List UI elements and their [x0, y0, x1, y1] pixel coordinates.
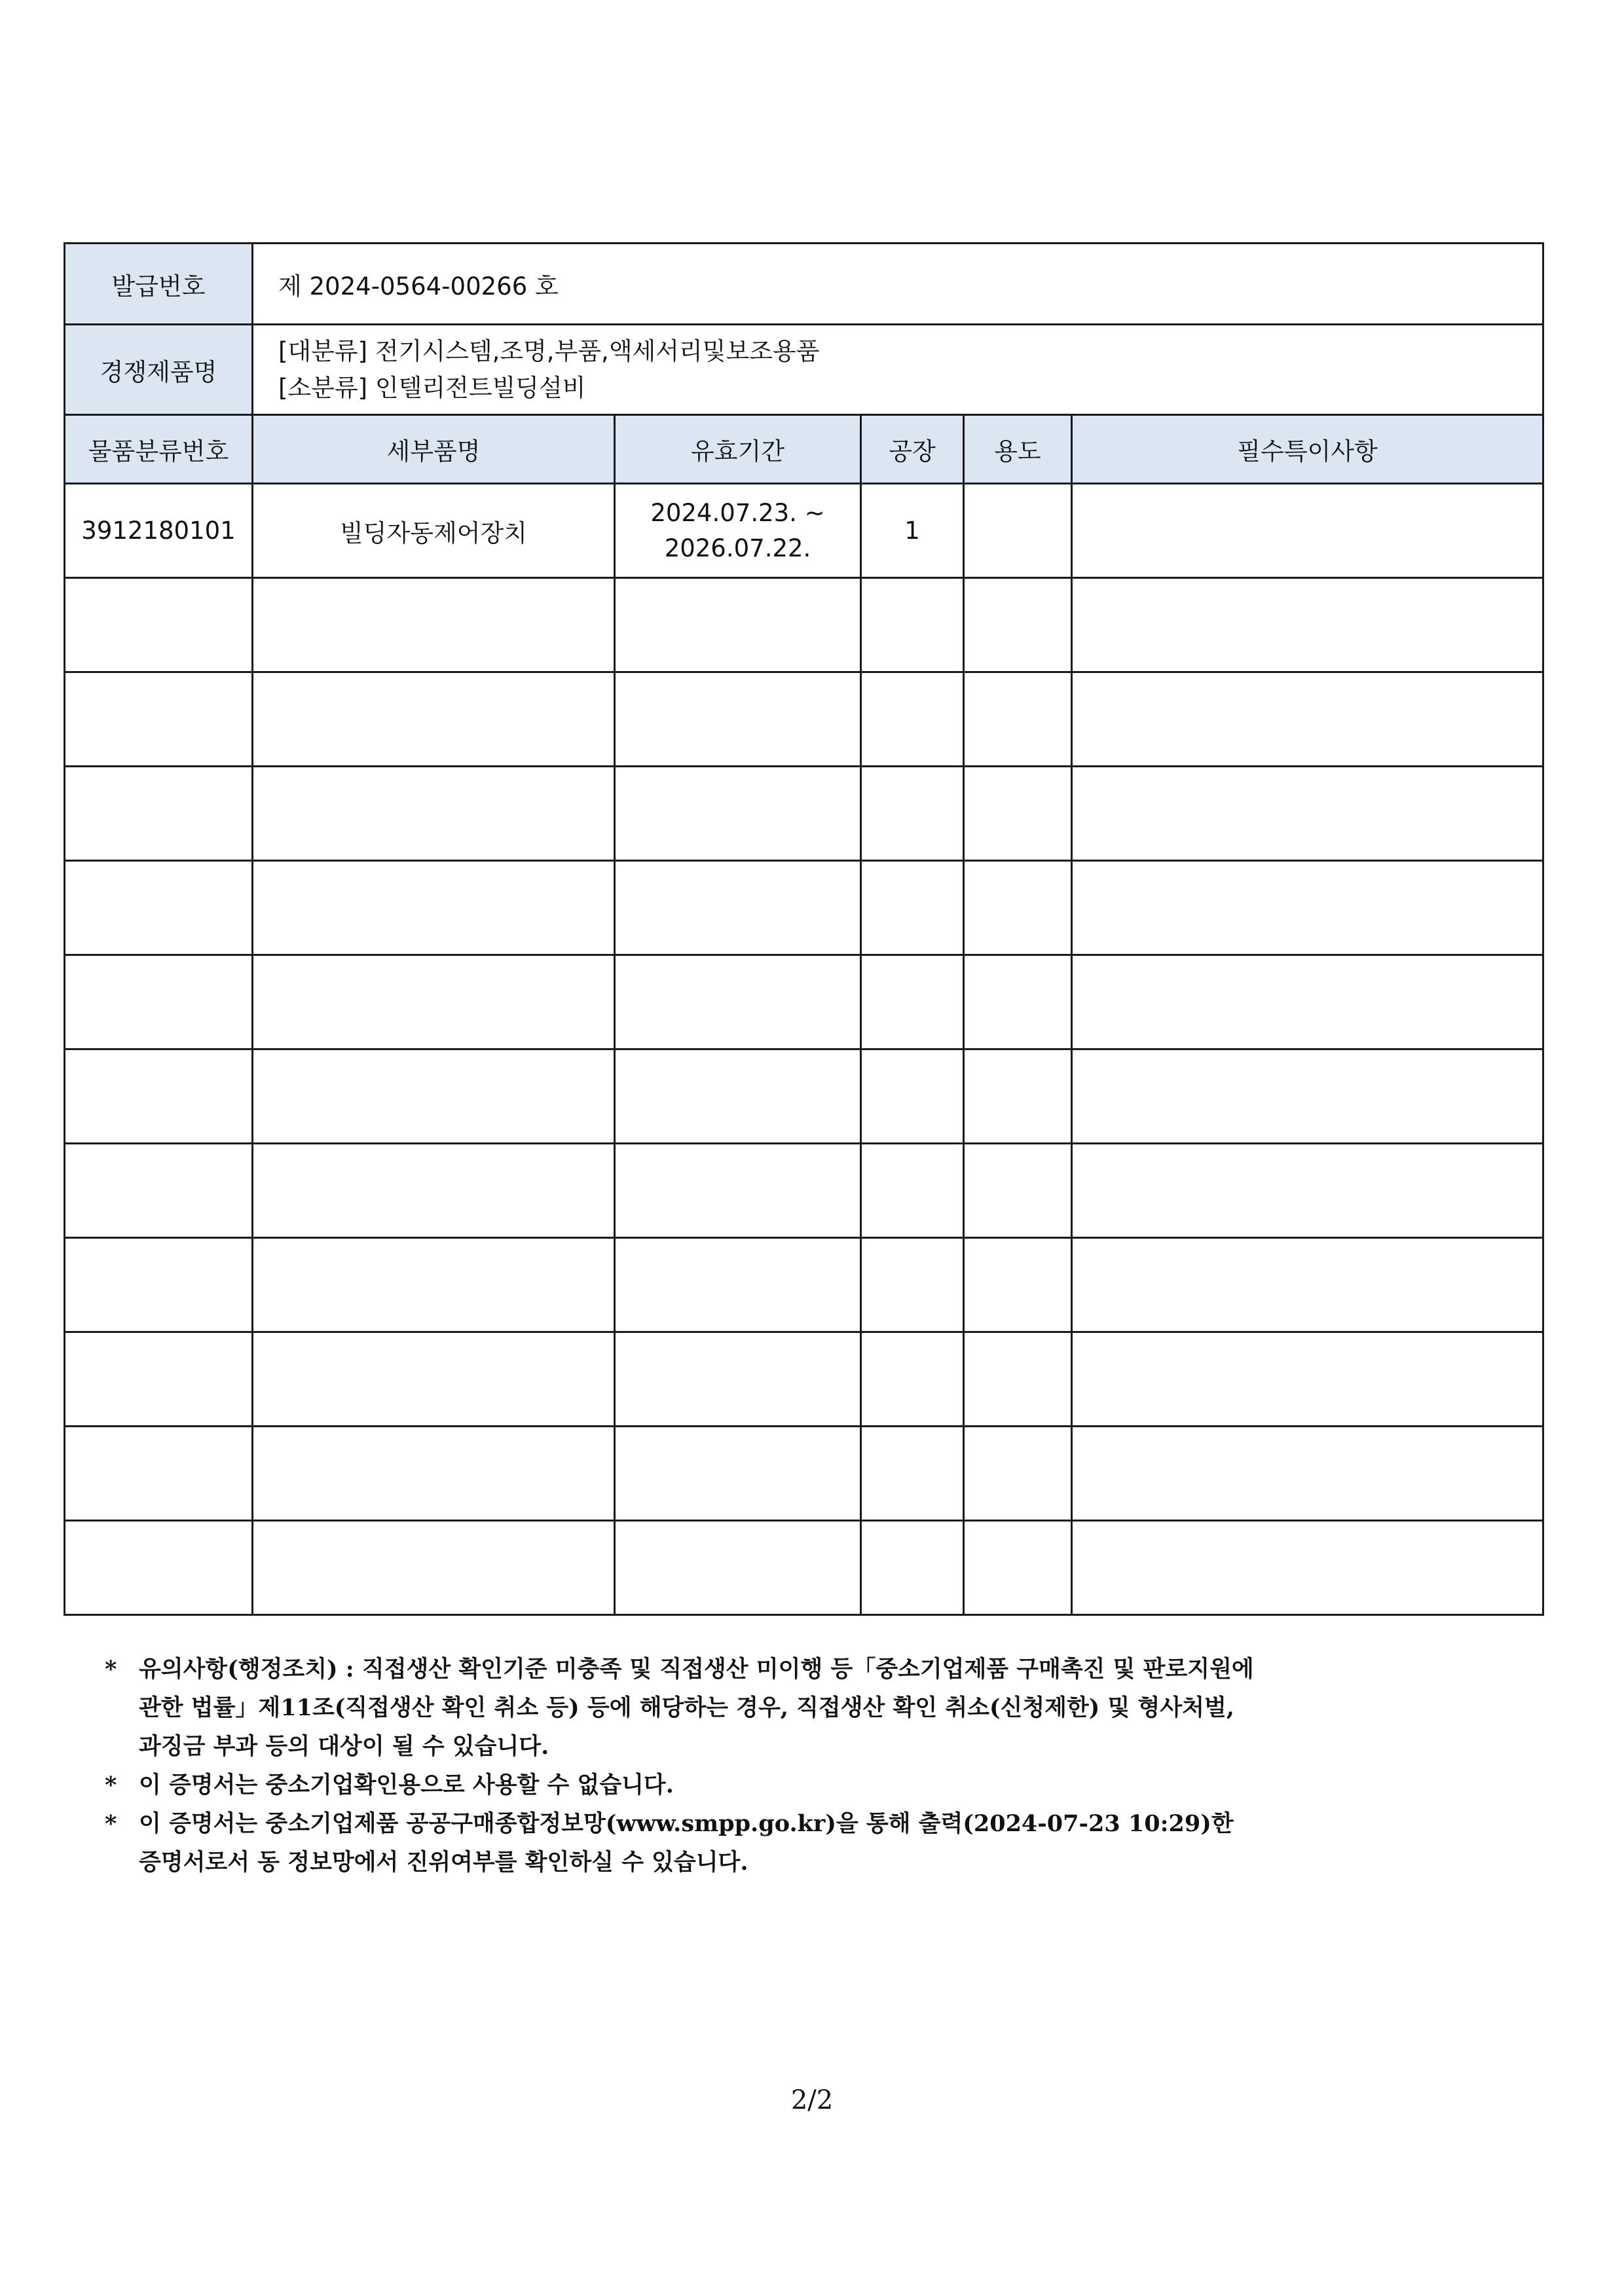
- empty-cell: [1072, 672, 1543, 767]
- empty-table-row: [65, 1144, 1543, 1238]
- page-number: 2/2: [790, 2085, 834, 2115]
- empty-cell: [253, 1521, 615, 1615]
- empty-cell: [861, 1049, 964, 1144]
- notice-bullet: *: [105, 1810, 117, 1837]
- empty-cell: [253, 578, 615, 672]
- empty-cell: [615, 767, 861, 861]
- empty-cell: [964, 1521, 1072, 1615]
- empty-table-row: [65, 767, 1543, 861]
- empty-cell: [861, 1144, 964, 1238]
- empty-cell: [615, 578, 861, 672]
- empty-cell: [861, 578, 964, 672]
- special-notes-cell: [1072, 484, 1543, 578]
- empty-cell: [964, 955, 1072, 1049]
- empty-cell: [253, 1427, 615, 1521]
- usage-cell: [964, 484, 1072, 578]
- notice-bullet: *: [105, 1772, 117, 1798]
- empty-cell: [615, 1521, 861, 1615]
- notice-line: 증명서로서 동 정보망에서 진위여부를 확인하실 수 있습니다.: [139, 1849, 748, 1876]
- empty-cell: [65, 1238, 253, 1332]
- header-validity: 유효기간: [615, 415, 861, 484]
- notice-item: [105, 1766, 1526, 1804]
- empty-cell: [65, 1144, 253, 1238]
- empty-table-row: [65, 1521, 1543, 1615]
- empty-cell: [861, 955, 964, 1049]
- empty-table-row: [65, 578, 1543, 672]
- empty-cell: [964, 1427, 1072, 1521]
- notice-line: 과징금 부과 등의 대상이 될 수 있습니다.: [139, 1733, 549, 1760]
- header-usage: 용도: [964, 415, 1072, 484]
- empty-cell: [1072, 1521, 1543, 1615]
- empty-cell: [964, 861, 1072, 955]
- empty-cell: [615, 1049, 861, 1144]
- empty-cell: [615, 672, 861, 767]
- empty-cell: [615, 1427, 861, 1521]
- empty-table-row: [65, 1049, 1543, 1144]
- empty-cell: [861, 672, 964, 767]
- empty-cell: [65, 578, 253, 672]
- item-name: 빌딩자동제어장치: [253, 484, 615, 578]
- empty-cell: [253, 1144, 615, 1238]
- empty-table-row: [65, 1238, 1543, 1332]
- minor-category: [소분류] 인텔리전트빌딩설비: [278, 373, 586, 402]
- empty-cell: [861, 1332, 964, 1427]
- classification-code: 3912180101: [65, 484, 253, 578]
- column-header-row: [65, 415, 1543, 484]
- notice-bullet: *: [105, 1656, 117, 1683]
- empty-cell: [65, 1049, 253, 1144]
- empty-cell: [65, 672, 253, 767]
- empty-cell: [861, 1427, 964, 1521]
- empty-cell: [1072, 1238, 1543, 1332]
- empty-cell: [1072, 767, 1543, 861]
- empty-cell: [1072, 861, 1543, 955]
- product-name-label: 경쟁제품명: [65, 325, 253, 415]
- empty-cell: [253, 767, 615, 861]
- empty-cell: [615, 861, 861, 955]
- empty-cell: [964, 1332, 1072, 1427]
- empty-cell: [1072, 1049, 1543, 1144]
- empty-cell: [253, 1332, 615, 1427]
- notice-line: 관한 법률」제11조(직접생산 확인 취소 등) 등에 해당하는 경우, 직접생산 확인 취소(신청제한) 및 형사처벌,: [139, 1694, 1234, 1721]
- empty-cell: [861, 861, 964, 955]
- empty-table-row: [65, 1332, 1543, 1427]
- empty-cell: [1072, 1332, 1543, 1427]
- empty-cell: [964, 672, 1072, 767]
- empty-cell: [1072, 1427, 1543, 1521]
- header-classification-code: 물품분류번호: [65, 415, 253, 484]
- header-item-name: 세부품명: [253, 415, 615, 484]
- empty-cell: [1072, 1144, 1543, 1238]
- validity-period: [615, 484, 861, 578]
- notice-line: 이 증명서는 중소기업제품 공공구매종합정보망(www.smpp.go.kr)을 통해 출력(2024-07-23 10:29)한: [139, 1810, 1234, 1837]
- empty-cell: [253, 955, 615, 1049]
- header-factory: 공장: [861, 415, 964, 484]
- empty-cell: [65, 1521, 253, 1615]
- notice-line: 유의사항(행정조치) : 직접생산 확인기준 미충족 및 직접생산 미이행 등「중소기업제품 구매촉진 및 판로지원에: [139, 1656, 1254, 1683]
- empty-cell: [1072, 955, 1543, 1049]
- empty-cell: [65, 767, 253, 861]
- validity-end: 2026.07.22.: [664, 534, 811, 562]
- empty-cell: [964, 1049, 1072, 1144]
- empty-cell: [861, 1238, 964, 1332]
- empty-cell: [253, 672, 615, 767]
- notice-section: [105, 1650, 1526, 1882]
- header-notes: 필수특이사항: [1072, 415, 1543, 484]
- issue-number-label: 발급번호: [65, 244, 253, 325]
- empty-cell: [615, 1332, 861, 1427]
- table-row: [65, 484, 1543, 578]
- empty-cell: [65, 955, 253, 1049]
- notice-line: 이 증명서는 중소기업확인용으로 사용할 수 없습니다.: [139, 1772, 674, 1798]
- validity-start: 2024.07.23. ~: [650, 498, 825, 527]
- empty-cell: [615, 1144, 861, 1238]
- empty-table-row: [65, 1427, 1543, 1521]
- empty-cell: [65, 1427, 253, 1521]
- empty-cell: [861, 1521, 964, 1615]
- empty-cell: [65, 861, 253, 955]
- notice-item: [105, 1650, 1526, 1766]
- empty-cell: [1072, 578, 1543, 672]
- empty-cell: [964, 578, 1072, 672]
- empty-cell: [615, 1238, 861, 1332]
- empty-cell: [861, 767, 964, 861]
- product-category-cell: [253, 325, 1543, 415]
- product-name-row: [65, 325, 1543, 415]
- certificate-table: [64, 242, 1544, 1616]
- empty-cell: [964, 1238, 1072, 1332]
- issue-number-value: 제 2024-0564-00266 호: [253, 244, 1543, 325]
- empty-cell: [253, 861, 615, 955]
- empty-cell: [65, 1332, 253, 1427]
- issue-number-row: [65, 244, 1543, 325]
- major-category: [대분류] 전기시스템,조명,부품,액세서리및보조용품: [278, 337, 820, 365]
- empty-cell: [253, 1238, 615, 1332]
- notice-item: [105, 1804, 1526, 1882]
- empty-cell: [615, 955, 861, 1049]
- empty-table-row: [65, 672, 1543, 767]
- empty-table-row: [65, 955, 1543, 1049]
- empty-cell: [253, 1049, 615, 1144]
- empty-cell: [964, 767, 1072, 861]
- empty-cell: [964, 1144, 1072, 1238]
- factory-count: 1: [861, 484, 964, 578]
- empty-table-row: [65, 861, 1543, 955]
